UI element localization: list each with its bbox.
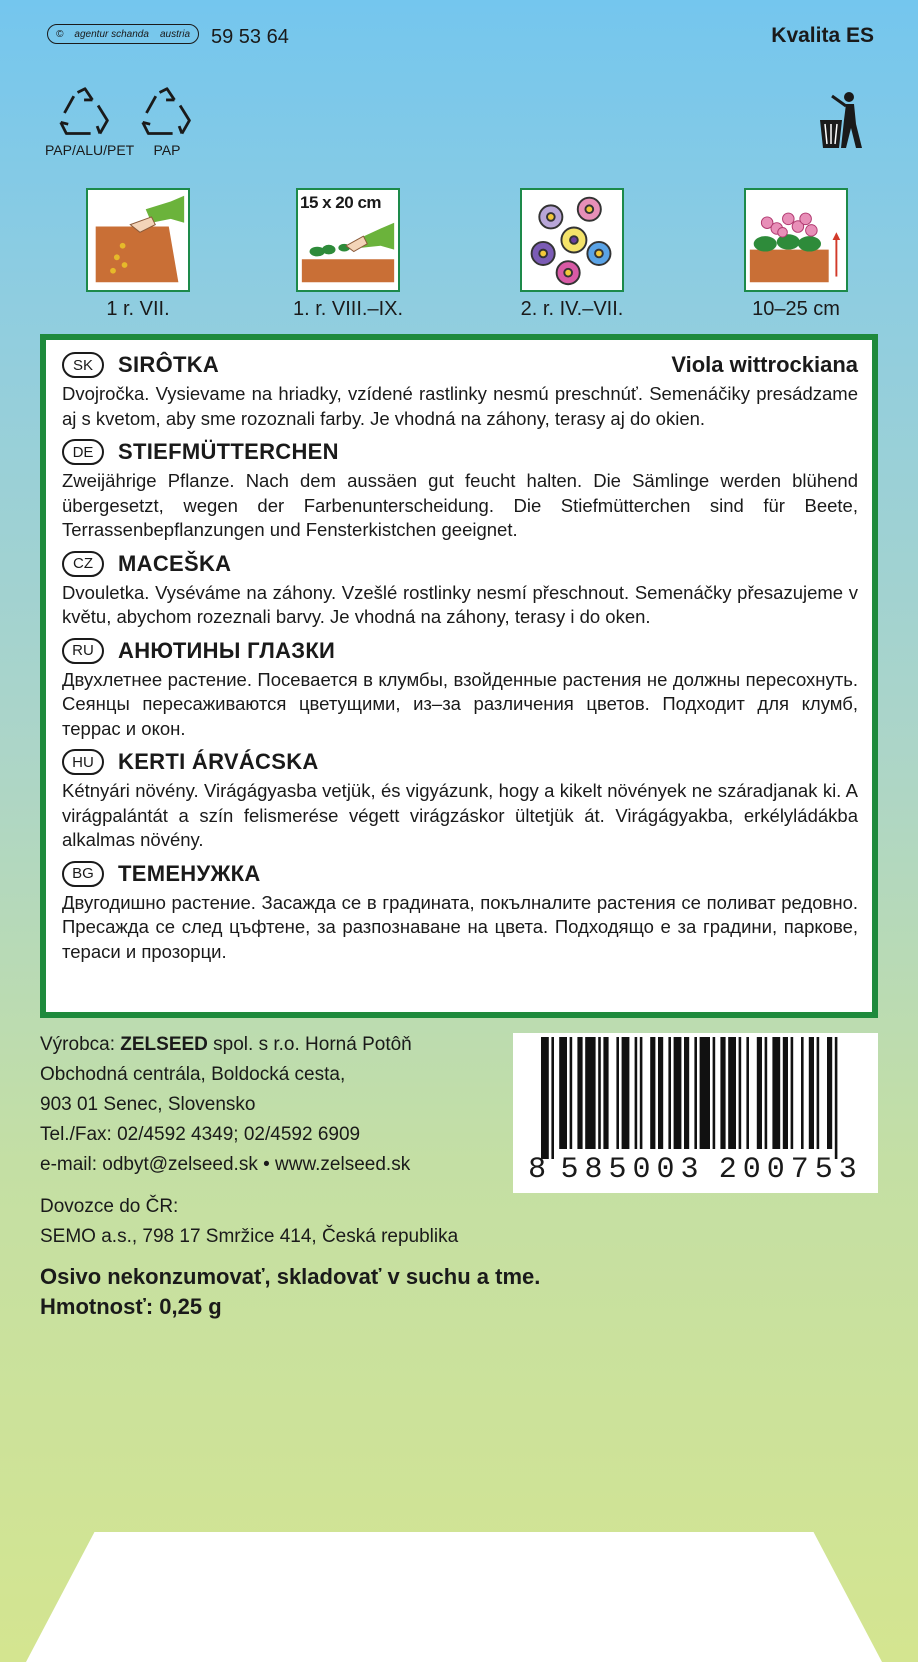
- language-badge: BG: [62, 861, 104, 887]
- plant-name: KERTI ÁRVÁCSKA: [118, 749, 319, 774]
- plant-name: АНЮТИНЫ ГЛАЗКИ: [118, 637, 336, 663]
- ean-barcode: [513, 1033, 878, 1193]
- packet-window: [26, 1532, 882, 1662]
- description-text: Zweijährige Pflanze. Nach dem aussäen gut feucht halten. Die Sämlinge werden blühend übergesetzt, wegen der Farbenunterscheidung. Die Stiefmütterchen sind für Beete, Terrassenbepflanzungen und Fensterkistchen geeignet.: [62, 470, 858, 540]
- step-transplant: [248, 188, 448, 321]
- product-code: 59 53 64: [211, 26, 289, 48]
- section-sk: [62, 348, 858, 431]
- maker-contact: e-mail: odbyt@zelseed.sk • www.zelseed.sk: [40, 1154, 411, 1175]
- plant-name: STIEFMÜTTERCHEN: [118, 439, 339, 464]
- importer-address: SEMO a.s., 798 17 Smržice 414, Česká republika: [40, 1226, 459, 1247]
- step-sowing: [38, 188, 238, 321]
- maker-company-rest: spol. s r.o. Horná Potôň: [213, 1034, 412, 1055]
- recycle-icon: [139, 86, 195, 140]
- description-text: Двугодишно растение. Засажда се в градината, покълналите растения се поливат редовно. Пресажда се след цъфтене, за разпознаване на цвета. Подходящо е за градини, паркове, тераси и прозорци.: [62, 891, 858, 962]
- step-caption: 1 r. VII.: [106, 298, 170, 320]
- recycle-icon: [57, 86, 113, 140]
- recycle-label: PAP: [153, 142, 181, 158]
- flowers-icon: [520, 188, 624, 292]
- quality-label: Kvalita ES: [771, 24, 874, 47]
- weight-text: Hmotnosť: 0,25 g: [40, 1294, 222, 1319]
- language-badge: RU: [62, 638, 104, 664]
- barcode-left-digits: 585003: [560, 1153, 705, 1187]
- importer-label: Dovozce do ČR:: [40, 1196, 179, 1217]
- section-cz: [62, 547, 858, 630]
- description-text: Dvouletka. Vyséváme na záhony. Vzešlé rostlinky nesmí přeschnout. Semenáčky přesazujeme v květu, abychom rozeznali barvy. Je vhodná na záhony, terasy i do oken.: [62, 581, 858, 627]
- latin-name: Viola wittrockiana: [671, 352, 858, 377]
- maker-company: ZELSEED: [120, 1034, 208, 1055]
- storage-notice: [40, 1262, 540, 1322]
- transplant-icon: [296, 188, 400, 292]
- manufacturer-info: [40, 1030, 412, 1180]
- step-caption: 2. r. IV.–VII.: [520, 298, 624, 320]
- section-ru: [62, 634, 858, 742]
- plant-name: SIRÔTKA: [118, 352, 220, 377]
- plant-name: MACEŠKA: [118, 550, 232, 576]
- language-badge: CZ: [62, 551, 104, 577]
- step-caption: 1. r. VIII.–IX.: [292, 298, 404, 320]
- importer-info: [40, 1192, 458, 1252]
- barcode-right-digits: 200753: [718, 1153, 863, 1187]
- plant-height-icon: [744, 188, 848, 292]
- section-de: [62, 435, 858, 543]
- copyright-icon: ©: [56, 28, 64, 40]
- maker-address: Obchodná centrála, Boldocká cesta,: [40, 1064, 346, 1085]
- trash-bin-icon: [816, 90, 866, 152]
- description-text: Двухлетнее растение. Посевается в клумбы, взойденные растения не должны пересохнуть. Сеянцы пересаживаются цветущими, из–за различения цветов. Подходит для клумб, террас и окон.: [62, 668, 858, 739]
- section-bg: [62, 857, 858, 965]
- barcode-bars: [513, 1033, 878, 1161]
- step-plant-height: [696, 188, 896, 321]
- description-text: Kétnyári növény. Virágágyasba vetjük, és vigyázunk, hogy a kikelt növények ne száradjanak ki. A virágpalántát a szín felismerése végett virágzáskor ültetjük át. Virágágyakba, erkélyládákba alkalmas növény.: [62, 780, 858, 850]
- logo-text: agentur schanda: [74, 28, 149, 40]
- recycle-symbol-pap: [127, 86, 207, 158]
- spacing-label: 15 x 20 cm: [300, 193, 382, 212]
- maker-phone: Tel./Fax: 02/4592 4349; 02/4592 6909: [40, 1124, 361, 1145]
- language-badge: SK: [62, 352, 104, 378]
- description-panel: [40, 334, 878, 1018]
- storage-text: Osivo nekonzumovať, skladovať v suchu a tme.: [40, 1264, 541, 1289]
- section-hu: [62, 745, 858, 853]
- barcode-first-digit: 8: [528, 1153, 547, 1187]
- description-text: Dvojročka. Vysievame na hriadky, vzídené rastlinky nesmú preschnúť. Semenáčiky presádzame aj s kvetom, aby sme rozoznali farby. Je vhodná na záhony, terasy aj do okien.: [62, 383, 858, 429]
- step-caption: 10–25 cm: [752, 298, 840, 320]
- language-badge: HU: [62, 749, 104, 775]
- maker-label: Výrobca:: [40, 1034, 115, 1055]
- sowing-icon: [86, 188, 190, 292]
- recycle-label: PAP/ALU/PET: [45, 142, 135, 158]
- recycle-symbol-pap-alu-pet: [45, 86, 135, 158]
- logo-country: austria: [159, 28, 190, 40]
- language-badge: DE: [62, 439, 104, 465]
- maker-city: 903 01 Senec, Slovensko: [40, 1094, 256, 1115]
- plant-name: ТЕМЕНУЖКА: [118, 860, 261, 886]
- step-flowering: [472, 188, 672, 321]
- publisher-logo: [47, 24, 199, 44]
